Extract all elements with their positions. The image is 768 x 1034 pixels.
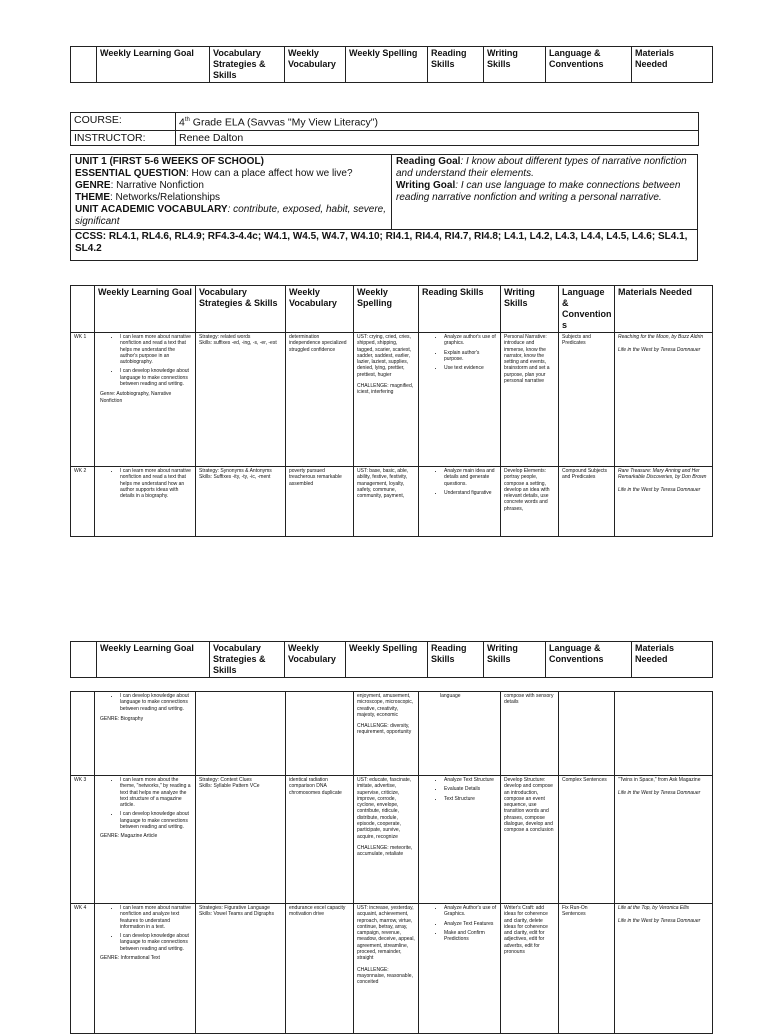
unit-left: UNIT 1 (FIRST 5-6 WEEKS OF SCHOOL) ESSENTIAL QUESTION: How can a place affect how we live? GENRE: Narrative Nonfiction THEME: Networks/Relationships UNIT ACADEMIC VOCABULARY: contribute, exposed, habit, severe, significant xyxy=(71,155,392,229)
vocab-strategy-cell: Strategies: Figurative Language Skills: Vowel Teams and Digraphs xyxy=(196,904,286,1034)
col-header: Weekly Spelling xyxy=(346,642,428,678)
header-table-page2 xyxy=(70,641,713,678)
reading-cell: • Analyze author's use of graphics. • Explain author's purpose. • Use text evidence xyxy=(419,333,501,467)
week-label: WK 2 xyxy=(71,467,95,537)
language-cell: Fix Run-On Sentences xyxy=(559,904,615,1034)
language-cell: Subjects and Predicates xyxy=(559,333,615,467)
learning-goal-cell: • I can learn more about narrative nonfiction and read a text that helps me understand how an author supports ideas with details in a biography. xyxy=(95,467,196,537)
col-header: Materials Needed xyxy=(632,47,713,83)
materials-cell: "Twins in Space," from Ask Magazine Life in the West by Teresa Domnauer xyxy=(615,776,713,904)
unit-title: UNIT 1 (FIRST 5-6 WEEKS OF SCHOOL) xyxy=(75,156,264,167)
reading-cell: • Analyze Author's use of Graphics. • Analyze Text Features • Make and Confirm Predictions xyxy=(419,904,501,1034)
col-header: Language & Conventions xyxy=(546,47,632,83)
reading-cell: • Analyze main idea and details and generate questions. • Understand figurative xyxy=(419,467,501,537)
writing-cell: Develop Elements: portray people, compose a setting, develop an idea with relevant details, use concrete words and phrases, xyxy=(501,467,559,537)
course-table xyxy=(70,112,699,146)
course-label: COURSE: xyxy=(71,113,176,131)
weeks-table-2 xyxy=(70,691,713,1034)
spelling-cell: enjoyment, amusement, microscope, microscopic, creative, creativity, majesty, economic CHALLENGE: diversity, requirement, opportunity xyxy=(354,692,419,776)
reading-cell: • Analyze Text Structure • Evaluate Details • Text Structure xyxy=(419,776,501,904)
col-header: Reading Skills xyxy=(428,642,484,678)
col-header: Materials Needed xyxy=(615,286,713,333)
col-header: Materials Needed xyxy=(632,642,713,678)
vocab-strategy-cell: Strategy: Context Clues Skills: Syllable Pattern VCe xyxy=(196,776,286,904)
col-header: Weekly Spelling xyxy=(354,286,419,333)
col-header: Weekly Vocabulary xyxy=(285,47,346,83)
col-header: Writing Skills xyxy=(484,47,546,83)
writing-cell: Develop Structure: develop and compose an introduction, compose an event sequence, use transition words and phrases, compose dialogue, develop and compose a conclusion xyxy=(501,776,559,904)
col-header: Vocabulary Strategies & Skills xyxy=(196,286,286,333)
col-header: Weekly Learning Goal xyxy=(97,47,210,83)
table-row xyxy=(71,776,713,904)
table-row xyxy=(71,904,713,1034)
week-label: WK 3 xyxy=(71,776,95,904)
vocab-strategy-cell: Strategy: Synonyms & Antonyms Skills: Suffixes -ity, -ty, -ic, -ment xyxy=(196,467,286,537)
learning-goal-cell: • I can develop knowledge about language to make connections between reading and writing. GENRE: Biography xyxy=(95,692,196,776)
reading-cell: language xyxy=(419,692,501,776)
col-header: Weekly Vocabulary xyxy=(286,286,354,333)
col-header: Language & Conventions xyxy=(546,642,632,678)
spelling-cell: UST: crying, cried, cries, shipped, shipping, tagged, scarier, scariest, sadder, saddest, earlier, lazier, laziest, supplies, denied, lying, prettier, prettiest, hugier CHALLENGE: magnified, iciest, interfering xyxy=(354,333,419,467)
col-header: Vocabulary Strategies & Skills xyxy=(210,47,285,83)
materials-cell: Life at the Top, by Veronica Ellis Life in the West by Teresa Domnauer xyxy=(615,904,713,1034)
materials-cell: Rare Treasure: Mary Anning and Her Remarkable Discoveries, by Don Brown Life in the West by Teresa Domnauer xyxy=(615,467,713,537)
spelling-cell: UST: increase, yesterday, acquaint, achievement, reproach, marrow, virtue, continue, betray, array, campaign, revenue, meadow, deceive, appeal, agreement, streamline, proceed, remainder, straight CHALLENGE: mayonnaise, reasonable, conceited xyxy=(354,904,419,1034)
week-label: WK 4 xyxy=(71,904,95,1034)
col-header: Writing Skills xyxy=(484,642,546,678)
instructor-label: INSTRUCTOR: xyxy=(71,130,176,145)
writing-cell: Personal Narrative: introduce and immerse, know the narrator, know the setting and events, brainstorm and set a purpose, plan your personal narrative xyxy=(501,333,559,467)
writing-cell: Writer's Craft: add ideas for coherence and clarity, delete ideas for coherence and clarity, edit for adjectives, edit for adverbs, edit for pronouns xyxy=(501,904,559,1034)
ccss-standards: CCSS: RL4.1, RL4.6, RL4.9; RF4.3-4.4c; W4.1, W4.5, W4.7, W4.10; RI4.1, RI4.4, RI4.7, RI4.8; L4.1, L4.2, L4.3, L4.4, L4.5, L4.6; SL4.1, SL4.2 xyxy=(75,231,688,254)
header-table-top xyxy=(70,46,713,83)
vocab-strategy-cell: Strategy: related words Skills: suffixes -ed, -ing, -s, -er, -est xyxy=(196,333,286,467)
col-header: Reading Skills xyxy=(428,47,484,83)
spelling-cell: UST: educate, fascinate, imitate, advertise, supervise, criticize, improve, corrode, cyclone, envelope, contribute, ridicule, distribute, module, episode, cooperate, participate, survive, acquire, recognize CHALLENGE: meteorite, accumulate, retaliate xyxy=(354,776,419,904)
table-row xyxy=(71,333,713,467)
col-header: Reading Skills xyxy=(419,286,501,333)
instructor-value: Renee Dalton xyxy=(176,130,699,145)
blank-header-cell xyxy=(71,47,97,83)
writing-cell: compose with sensory details xyxy=(501,692,559,776)
materials-cell: Reaching for the Moon, by Buzz Aldrin Life in the West by Teresa Domnauer xyxy=(615,333,713,467)
col-header: Language & Convention s xyxy=(559,286,615,333)
vocab-cell: determination independence specialized struggled confidence xyxy=(286,333,354,467)
vocab-cell: identical radiation comparison DNA chromosomes duplicate xyxy=(286,776,354,904)
learning-goal-cell: • I can learn more about the theme, "networks," by reading a text that helps me analyze the text structure of a magazine article. • I can develop knowledge about language to make connections between reading and writing. GENRE: Magazine Article xyxy=(95,776,196,904)
col-header: Weekly Spelling xyxy=(346,47,428,83)
table-row xyxy=(71,467,713,537)
spelling-cell: UST: base, basic, able, ability, festive, festivity, management, loyalty, safety, commune, community, payment, xyxy=(354,467,419,537)
weeks-table-1 xyxy=(70,285,713,537)
language-cell: Complex Sentences xyxy=(559,776,615,904)
unit-right: Reading Goal: I know about different types of narrative nonfiction and understand their elements. Writing Goal: I can use language to make connections between reading narrative nonfiction and writing a personal narrative. xyxy=(396,156,687,203)
vocab-cell: endurance excel capacity motivation drive xyxy=(286,904,354,1034)
week-label: WK 1 xyxy=(71,333,95,467)
col-header: Weekly Learning Goal xyxy=(95,286,196,333)
course-value: 4th Grade ELA (Savvas "My View Literacy") xyxy=(176,113,699,131)
learning-goal-cell: • I can learn more about narrative nonfiction and read a text that helps me understand the author's purpose in an autobiography. • I can develop knowledge about language to make connections between reading and writing. Genre: Autobiography, Narrative Nonfiction xyxy=(95,333,196,467)
col-header: Weekly Learning Goal xyxy=(97,642,210,678)
language-cell: Compound Subjects and Predicates xyxy=(559,467,615,537)
col-header: Writing Skills xyxy=(501,286,559,333)
col-header: Vocabulary Strategies & Skills xyxy=(210,642,285,678)
table-row xyxy=(71,692,713,776)
unit-box xyxy=(70,154,698,261)
vocab-cell: poverty pursued treacherous remarkable assembled xyxy=(286,467,354,537)
learning-goal-cell: • I can learn more about narrative nonfiction and analyze text features to understand information in a text. • I can develop knowledge about language to make connections between reading and writing. GENRE: Informational Text xyxy=(95,904,196,1034)
col-header: Weekly Vocabulary xyxy=(285,642,346,678)
